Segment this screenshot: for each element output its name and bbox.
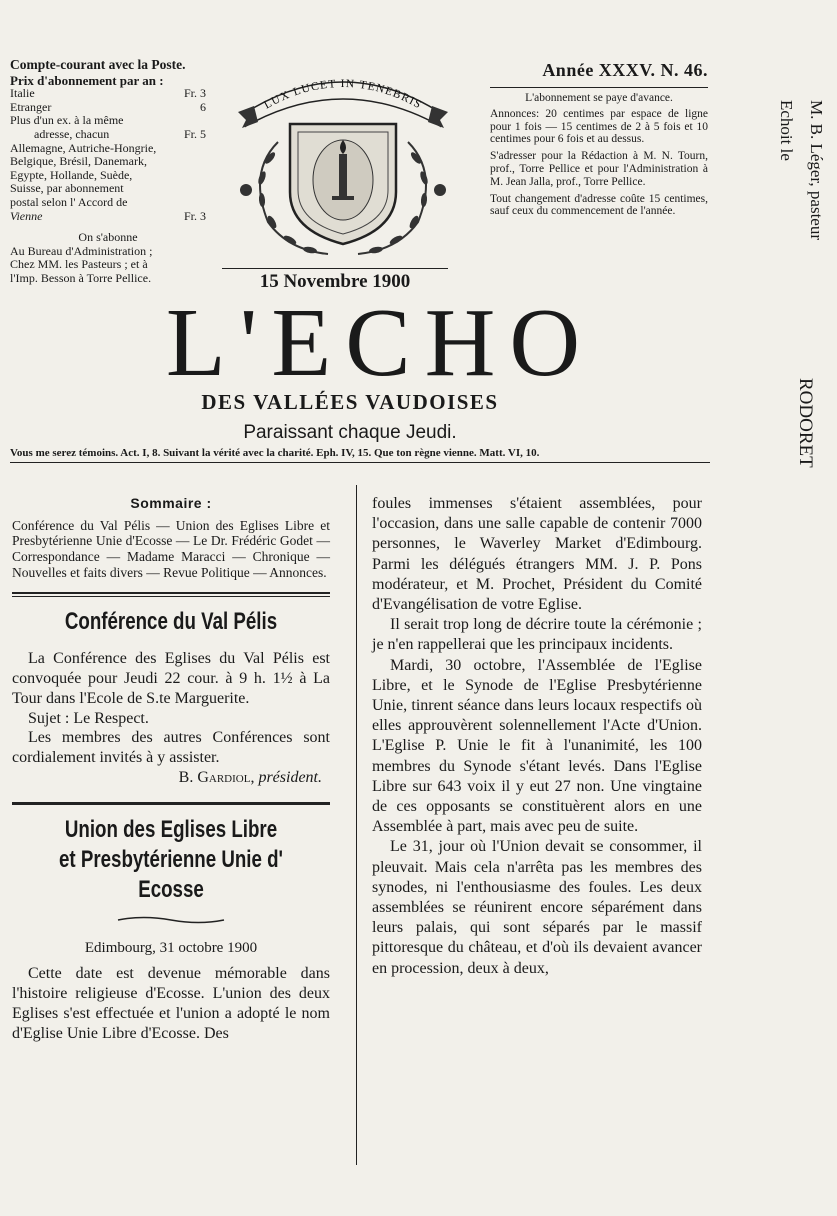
rate-row: Etranger 6 <box>10 99 206 114</box>
paragraph: Le 31, jour où l'Union devait se consommer, il pleuvait. Mais cela n'arrêta pas les membres des synodes, ni l'enthousiasme des foules. Les deux assemblées se réunirent encore séparément dans leurs palais, qui sont séparés par le massif pittoresque du château, et d'où ils devaient avancer en procession, deux à deux, <box>372 838 702 977</box>
subscription-info <box>10 58 206 286</box>
countries-line: postal selon l' Accord de <box>10 194 128 209</box>
plus-line: Plus d'un ex. à la même <box>10 113 124 128</box>
countries-row: Vienne Fr. 3 <box>10 208 206 223</box>
emblem-motto: LUX LUCET IN TENEBRIS <box>262 77 424 112</box>
label-recipient: M. B. Léger, pasteur <box>807 100 826 241</box>
address-label <box>776 100 836 700</box>
section-divider <box>12 592 330 597</box>
paragraph: Les membres des autres Conférences sont cordialement invités à y assister. <box>12 729 330 767</box>
subscribe-line: Au Bureau d'Administration ; <box>10 243 153 258</box>
ad-rates: Annonces: 20 centimes par espace de ligne pour 1 fois — 15 centimes de 2 à 5 fois et 10 centimes pour 6 fois et au dessus. <box>490 107 708 146</box>
rate-row: Italie Fr. 3 <box>10 86 206 101</box>
emblem-crest <box>228 62 458 264</box>
sommaire-text: Conférence du Val Pélis — Union des Eglises Libre et Presbytérienne Unie d'Ecosse — Le Dr. Frédéric Godet — Correspondance — Madame Maracci — Chronique — Nouvelles et faits divers — Revue Politique — Annonces. <box>12 517 330 580</box>
paragraph: Il serait trop long de décrire toute la cérémonie ; je n'en rappellerai que les principaux incidents. <box>372 616 702 654</box>
paragraph: Cette date est devenue mémorable dans l'histoire religieuse d'Ecosse. L'union des deux Eglises s'est effectuée et l'union a adopté le nom d'Eglise Unie Libre d'Ecosse. Des <box>12 965 330 1042</box>
address-change-note: Tout changement d'adresse coûte 15 centimes, sauf ceux du commencement de l'année. <box>490 192 708 218</box>
compte-courant: Compte-courant avec la Poste. <box>10 57 186 72</box>
label-echoit: Echoit le <box>777 100 796 161</box>
section-divider <box>12 802 330 805</box>
article-heading: Conférence du Val Pélis <box>64 608 278 636</box>
label-place: RODORET <box>795 378 816 468</box>
article-heading: et Presbytérienne Unie d' Ecosse <box>59 845 283 903</box>
signature-role: président. <box>258 768 322 786</box>
subscribe-line: l'Imp. Besson à Torre Pellice. <box>10 270 152 285</box>
issue-date: 15 Novembre 1900 <box>222 268 448 293</box>
column-divider <box>356 485 357 1165</box>
newspaper-subtitle: DES VALLÉES VAUDOISES <box>201 390 499 414</box>
dateline: Edimbourg, 31 octobre 1900 <box>84 939 258 956</box>
paragraph: Mardi, 30 octobre, l'Assemblée de l'Eglise Libre, et le Synode de l'Eglise Presbytérienne Unie, tinrent séance dans leurs locaux respectifs où elles approuvèrent solennellement l'Acte d'Union. L'Eglise P. Unie le fit à l'unanimité, les 100 membres du Synode s'étant levés. Dans l'Eglise Libre sur 643 voix il y eut 27 non. Une vingtaine de ces opposants se constituèrent alors en une Assemblée à part, mais avec peu de suite. <box>372 656 702 836</box>
paragraph: foules immenses s'étaient assemblées, pour l'occasion, dans une salle capable de contenir 7000 personnes, le Waverley Market d'Edimbourg. Parmi les délégués étrangers MM. J. P. Pons modérateur, et M. Prochet, Président du Comité d'Evangélisation de votre Eglise. <box>372 495 702 614</box>
right-column <box>372 494 702 979</box>
article-body <box>12 964 330 1043</box>
countries-line: Egypte, Hollande, Suède, <box>10 167 133 182</box>
subscribe-line: Chez MM. les Pasteurs ; et à <box>10 257 148 272</box>
plus-row: adresse, chacun Fr. 5 <box>34 126 206 141</box>
signature-name: B. Gardiol, <box>178 768 255 786</box>
ornament-divider <box>12 911 330 931</box>
article-body <box>12 649 330 768</box>
countries-line: Suisse, par abonnement <box>10 181 124 196</box>
payment-note: L'abonnement se paye d'avance. <box>525 92 673 104</box>
newspaper-title: L'ECHO <box>165 289 595 397</box>
countries-line: Allemagne, Autriche-Hongrie, <box>10 140 157 155</box>
paragraph: La Conférence des Eglises du Val Pélis est convoquée pour Jeudi 22 cour. à 9 h. 1½ à La Tour dans l'Ecole de S.te Marguerite. <box>12 650 330 707</box>
issue-info <box>490 60 708 218</box>
year-number: Année XXXV. N. 46. <box>542 60 708 80</box>
article-heading: Union des Eglises Libre <box>64 815 278 843</box>
prix-heading: Prix d'abonnement par an : <box>10 72 164 88</box>
newspaper-tagline: Paraissant chaque Jeudi. <box>243 422 457 443</box>
countries-line: Belgique, Brésil, Danemark, <box>10 154 147 169</box>
subscribe-line: On s'abonne <box>78 230 138 245</box>
scripture-motto: Vous me serez témoins. Act. I, 8. Suivant la vérité avec la charité. Eph. IV, 15. Que ton règne vienne. Matt. VI, 10. <box>10 447 710 463</box>
paragraph: Sujet : Le Respect. <box>28 709 149 727</box>
signature <box>12 768 330 788</box>
contact-info: S'adresser pour la Rédaction à M. N. Tourn, prof., Torre Pellice et pour l'Administration à M. Jean Jalla, prof., Torre Pellice. <box>490 150 708 188</box>
left-column <box>12 494 330 1044</box>
sommaire-heading: Sommaire : <box>130 495 212 511</box>
